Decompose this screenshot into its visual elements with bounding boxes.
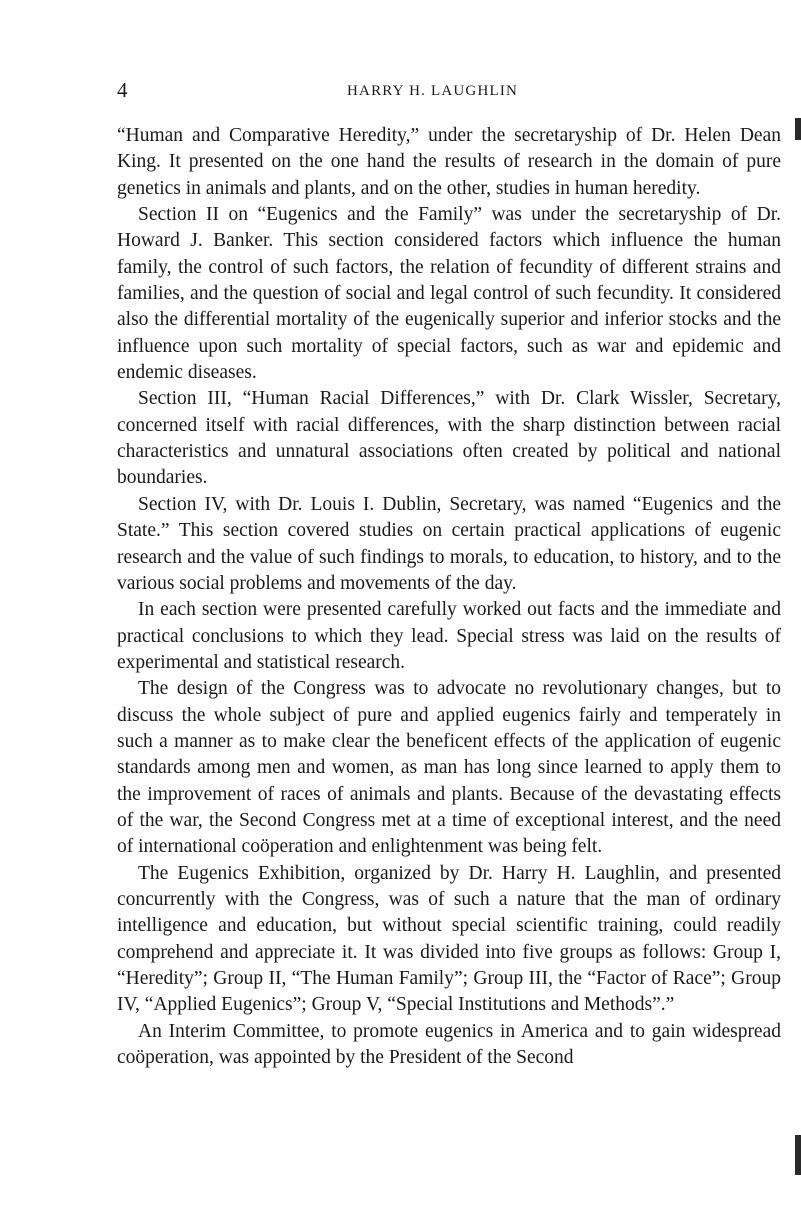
- paragraph: Section III, “Human Racial Differences,” with Dr. Clark Wissler, Secretary, concerned itself with racial differences, with the sharp distinction between racial characteristics and unnatural associations often created by political and national boundaries.: [117, 388, 781, 489]
- running-head: HARRY H. LAUGHLIN: [347, 83, 519, 99]
- paragraph: The Eugenics Exhibition, organized by Dr. Harry H. Laughlin, and presented concurrently with the Congress, was of such a nature that the man of ordinary intelligence and education, but without special scientific training, could readily comprehend and appreciate it. It was divided into five groups as follows: Group I, “Heredity”; Group II, “The Human Family”; Group III, the “Factor of Race”; Group IV, “Applied Eugenics”; Group V, “Special Institutions and Methods”.”: [117, 862, 781, 1016]
- paragraph: “Human and Comparative Heredity,” under the secretaryship of Dr. Helen Dean King. It presented on the one hand the results of research in the domain of pure genetics in animals and plants, and on the other, studies in human heredity.: [117, 125, 781, 199]
- paragraph: Section II on “Eugenics and the Family” was under the secretaryship of Dr. Howard J. Banker. This section considered factors which influence the human family, the control of such factors, the relation of fecundity of different strains and families, and the question of social and legal control of such fecundity. It considered also the differential mortality of the eugenically superior and inferior stocks and the influence upon such mortality of special factors, such as war and epidemic and endemic diseases.: [117, 204, 781, 384]
- scan-edge-mark: [795, 1135, 801, 1175]
- page-header: [117, 76, 781, 104]
- body-text: [117, 123, 781, 1071]
- paragraph: An Interim Committee, to promote eugenics in America and to gain widespread coöperation, was appointed by the President of the Second: [117, 1020, 781, 1069]
- paragraph: In each section were presented carefully worked out facts and the immediate and practical conclusions to which they lead. Special stress was laid on the results of experimental and statistical research.: [117, 599, 781, 673]
- paragraph: The design of the Congress was to advocate no revolutionary changes, but to discuss the whole subject of pure and applied eugenics fairly and temperately in such a manner as to make clear the beneficent effects of the application of eugenic standards among men and women, as man has long since learned to apply them to the improvement of races of animals and plants. Because of the devastating effects of the war, the Second Congress met at a time of exceptional interest, and the need of international coöperation and enlightenment was being felt.: [117, 678, 781, 858]
- scan-edge-mark: [795, 118, 801, 140]
- page-number: 4: [117, 78, 128, 102]
- paragraph: Section IV, with Dr. Louis I. Dublin, Secretary, was named “Eugenics and the State.” This section covered studies on certain practical applications of eugenic research and the value of such findings to morals, to education, to history, and to the various social problems and movements of the day.: [117, 493, 781, 594]
